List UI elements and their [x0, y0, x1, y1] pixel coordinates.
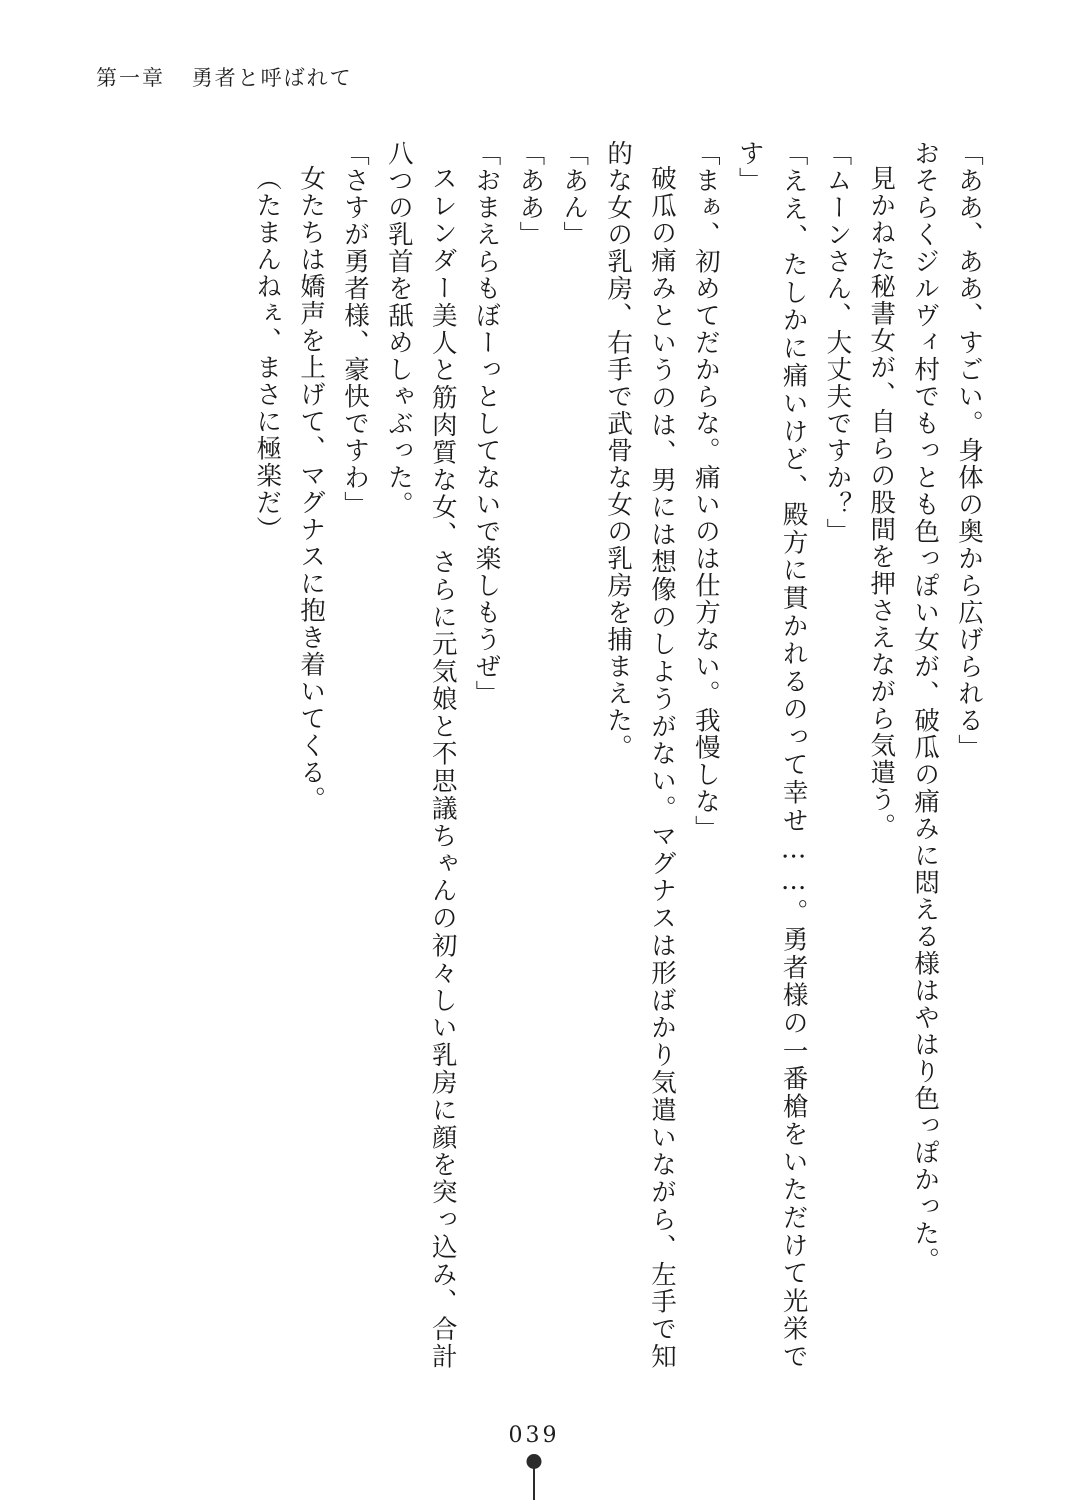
paragraph: 「あん」	[559, 140, 590, 248]
paragraph: 「ああ、ああ、すごい。身体の奥から広げられる」	[954, 140, 984, 761]
paragraph: 「ああ」	[515, 140, 546, 248]
paragraph: スレンダー美人と筋肉質な女、さらに元気娘と不思議ちゃんの初々しい乳房に顔を突っ込み、合計八つの乳首を舐めしゃぶった。	[383, 140, 458, 1370]
chapter-number: 第一章	[96, 66, 165, 90]
ornament-stem	[533, 1468, 535, 1500]
paragraph: おそらくジルヴィ村でもっとも色っぽい女が、破瓜の痛みに悶える様はやはり色っぽかった。	[910, 140, 941, 1274]
paragraph: 女たちは嬌声を上げて、マグナスに抱き着いてくる。	[296, 165, 327, 813]
paragraph: 「まぁ、初めてだからな。痛いのは仕方ない。我慢しな」	[690, 140, 721, 842]
page-number: 039	[508, 1423, 560, 1448]
chapter-title: 勇者と呼ばれて	[191, 66, 353, 90]
paragraph: 見かねた秘書女が、自らの股間を押さえながら気遣う。	[866, 165, 897, 840]
paragraph: （たまんねぇ、まさに極楽だ）	[252, 165, 283, 543]
ornament-dot	[527, 1454, 542, 1469]
paragraph: 破瓜の痛みというのは、男には想像のしようがない。マグナスは形ばかり気遣いながら、左手で知的な女の乳房、右手で武骨な女の乳房を捕まえた。	[603, 140, 677, 1370]
page-body-text	[244, 140, 990, 1370]
paragraph: 「ムーンさん、大丈夫ですか？」	[822, 140, 853, 545]
paragraph: 「ええ、たしかに痛いけど、殿方に貫かれるのって幸せ……。勇者様の一番槍をいただけて光栄です」	[734, 140, 809, 1370]
paragraph: 「さすが勇者様、豪快ですわ」	[339, 140, 370, 518]
running-header	[96, 62, 353, 92]
page-ornament-icon	[522, 1454, 546, 1500]
paragraph: 「おまえらもぼーっとしてないで楽しもうぜ」	[471, 140, 502, 707]
